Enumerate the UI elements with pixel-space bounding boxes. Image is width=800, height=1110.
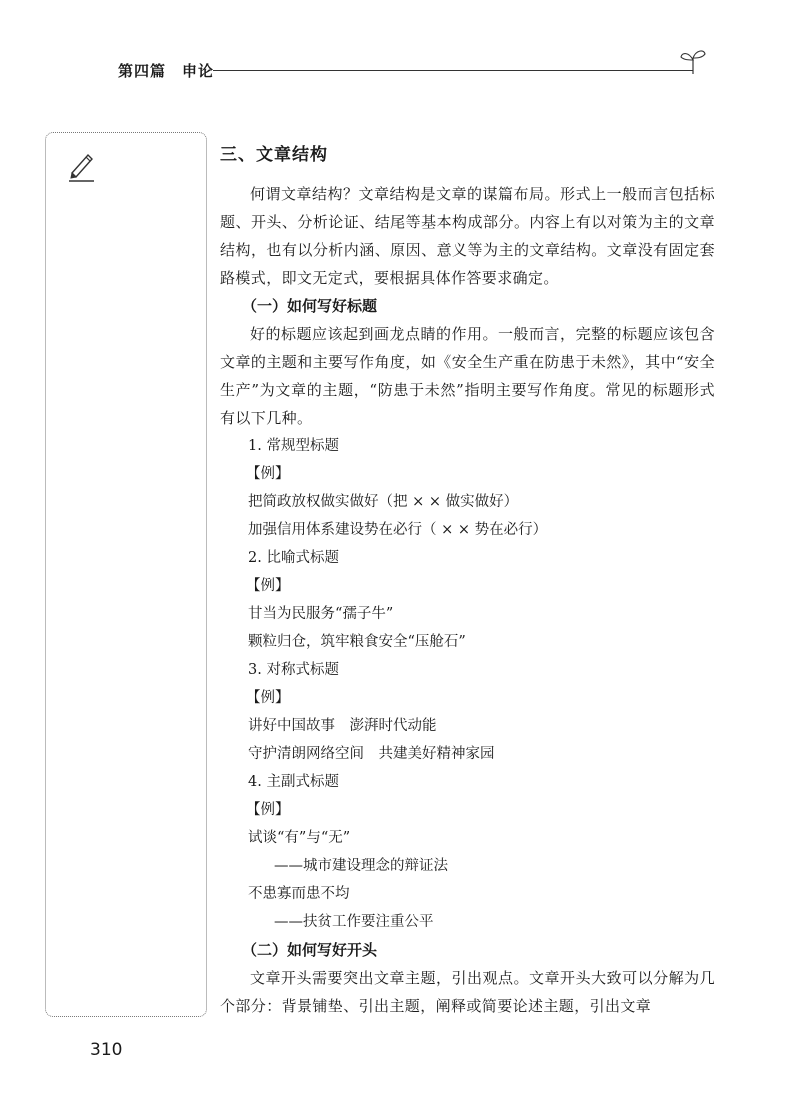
pencil-icon (66, 147, 98, 183)
chapter-title: 第四篇 申论 (118, 62, 215, 80)
example-label: 【例】 (246, 802, 290, 818)
subsection-title: （二）如何写好开头 (242, 941, 378, 959)
example-label: 【例】 (246, 466, 290, 482)
subsection-title: （一）如何写好标题 (242, 297, 378, 315)
section-title: 三、文章结构 (220, 145, 328, 165)
notes-sidebar (45, 132, 207, 1017)
list-heading: 2. 比喻式标题 (248, 550, 339, 566)
example-item: 颗粒归仓，筑牢粮食安全“压舱石” (248, 634, 466, 650)
example-item: 甘当为民服务“孺子牛” (248, 606, 394, 622)
example-item: 加强信用体系建设势在必行（ × × 势在必行） (248, 522, 548, 538)
main-content (220, 140, 715, 1020)
example-item: 不患寡而患不均 (248, 886, 350, 902)
paragraph: 好的标题应该起到画龙点睛的作用。一般而言，完整的标题应该包含文章的主题和主要写作角度，如《安全生产重在防患于未然》，其中“安全生产”为文章的主题，“防患于未然”指明主要写作角度。常见的标题形式有以下几种。 (220, 325, 715, 427)
section-intro: 何谓文章结构？文章结构是文章的谋篇布局。形式上一般而言包括标题、开头、分析论证、结尾等基本构成部分。内容上有以对策为主的文章结构，也有以分析内涵、原因、意义等为主的文章结构。文章没有固定套路模式，即文无定式，要根据具体作答要求确定。 (220, 185, 715, 287)
example-subtitle: ——扶贫工作要注重公平 (274, 914, 434, 930)
example-item: 把简政放权做实做好（把 × × 做实做好） (248, 494, 519, 510)
example-subtitle: ——城市建设理念的辩证法 (274, 858, 448, 874)
sprout-icon (678, 46, 708, 76)
page-header (118, 58, 718, 88)
list-heading: 3. 对称式标题 (248, 662, 339, 678)
header-rule (213, 70, 693, 71)
example-item: 守护清朗网络空间 共建美好精神家园 (248, 746, 495, 762)
example-label: 【例】 (246, 690, 290, 706)
example-item: 讲好中国故事 澎湃时代动能 (248, 718, 437, 734)
paragraph: 文章开头需要突出文章主题，引出观点。文章开头大致可以分解为几个部分：背景铺垫、引出主题，阐释或简要论述主题，引出文章 (220, 969, 715, 1015)
list-heading: 4. 主副式标题 (248, 774, 339, 790)
example-label: 【例】 (246, 578, 290, 594)
example-item: 试谈“有”与“无” (248, 830, 351, 846)
page-number: 310 (90, 1040, 123, 1060)
list-heading: 1. 常规型标题 (248, 438, 339, 454)
